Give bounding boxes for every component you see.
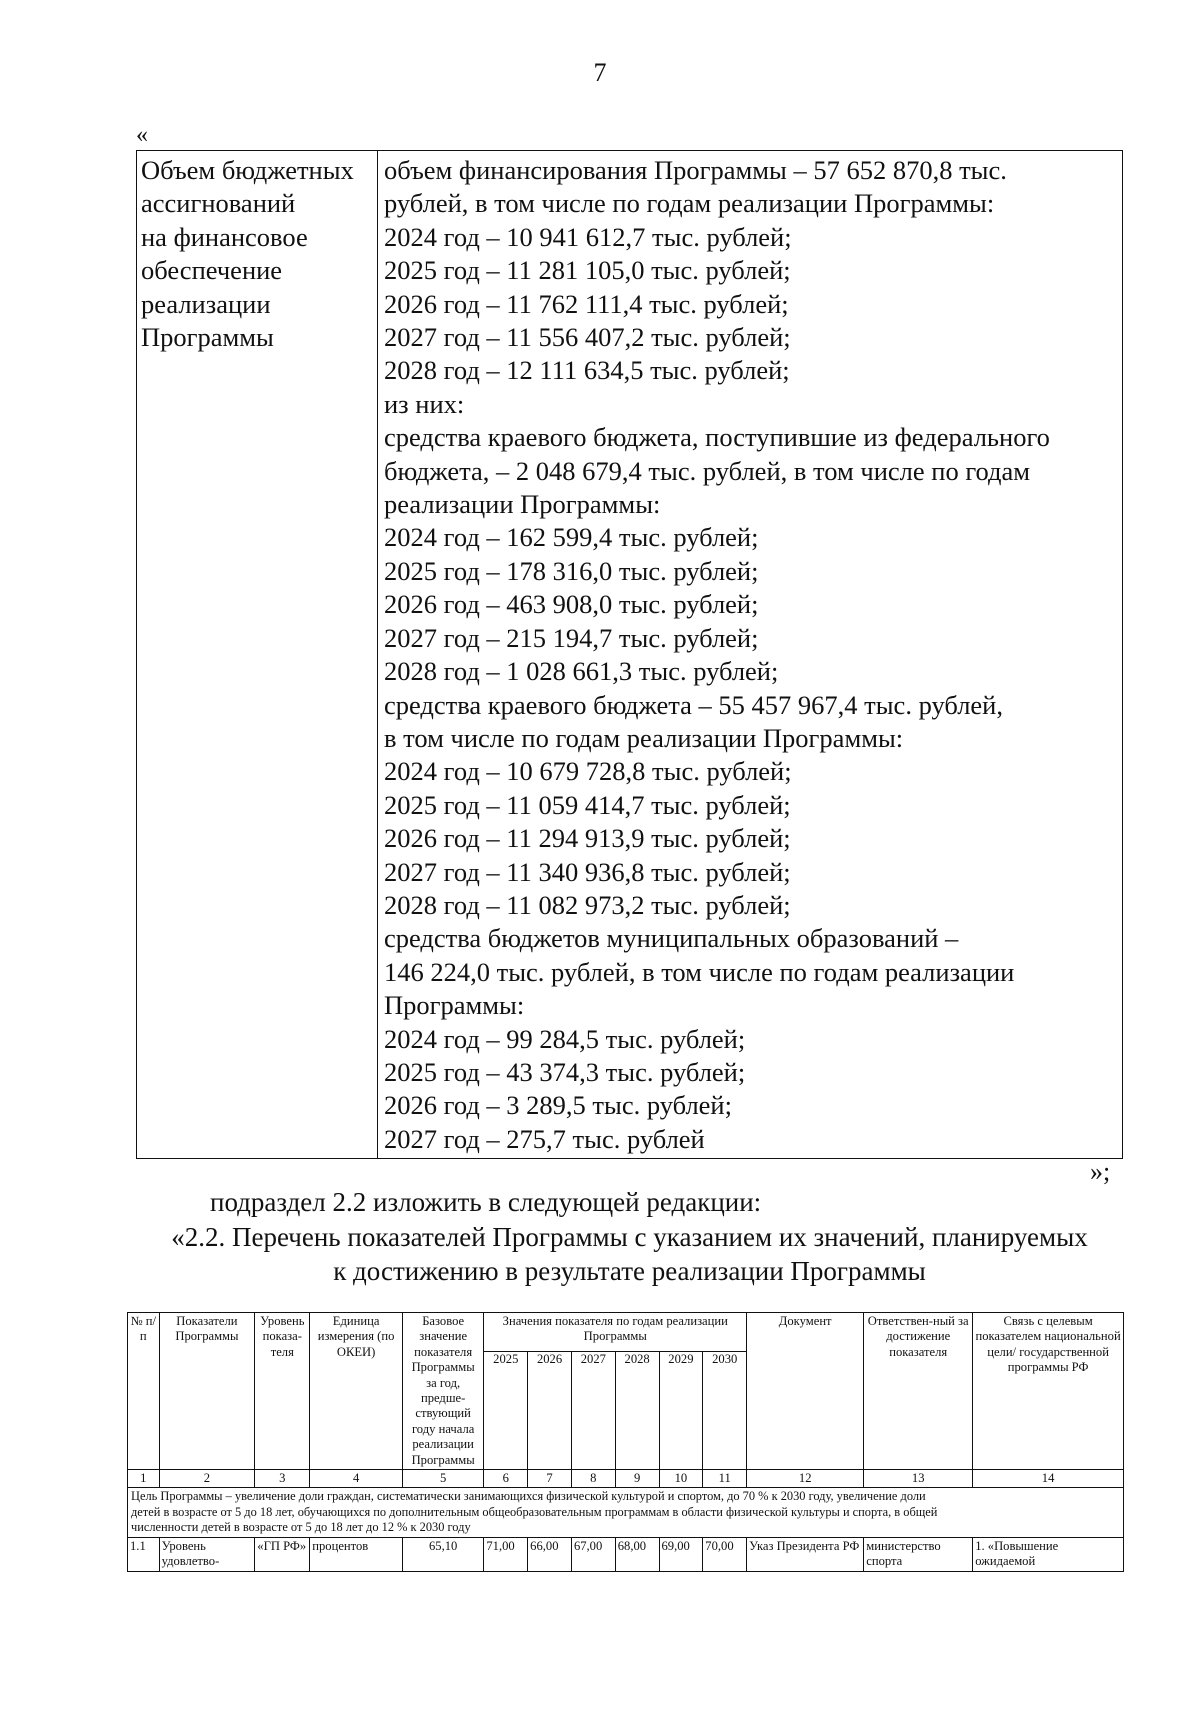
budget-value-line: реализации Программы: (384, 489, 661, 520)
program-goal-line: детей в возрасте от 5 до 18 лет, обучающихся по дополнительным общеобразовательным программам в области физической культуры и спорта, в общей (131, 1504, 938, 1519)
header-year: 2028 (615, 1352, 659, 1470)
header-year: 2030 (703, 1352, 747, 1470)
budget-value-line: 2025 год – 178 316,0 тыс. рублей; (384, 555, 759, 586)
heading-line: «2.2. Перечень показателей Программы с указанием их значений, планируемых (171, 1222, 1088, 1252)
indicators-table (127, 1312, 1124, 1572)
budget-value-line: 2027 год – 275,7 тыс. рублей (384, 1123, 705, 1154)
closing-quote: »; (1090, 1157, 1111, 1186)
budget-value-line: 2024 год – 162 599,4 тыс. рублей; (384, 522, 759, 553)
budget-allocation-table (136, 150, 1123, 1159)
header-base-value: Базовое значение показателя Программы за год, предше-ствующий году начала реализации Программы (402, 1313, 483, 1470)
budget-value-line: 2027 год – 11 556 407,2 тыс. рублей; (384, 322, 791, 353)
column-number: 8 (571, 1470, 615, 1488)
column-number: 13 (864, 1470, 973, 1488)
header-document: Документ (747, 1313, 864, 1470)
header-indicator: Показатели Программы (159, 1313, 255, 1470)
budget-value-line: 2027 год – 11 340 936,8 тыс. рублей; (384, 856, 791, 887)
budget-label-line: Программы (141, 322, 274, 353)
row-base-value: 65,10 (402, 1537, 483, 1571)
header-responsible: Ответствен-ный за достижение показателя (864, 1313, 973, 1470)
budget-value-line: рублей, в том числе по годам реализации Программы: (384, 188, 995, 219)
budget-value-line: 2026 год – 3 289,5 тыс. рублей; (384, 1090, 732, 1121)
budget-value-line: из них: (384, 388, 465, 419)
row-unit: процентов (310, 1537, 403, 1571)
budget-value-cell (378, 151, 1123, 1159)
header-link-national-goal: Связь с целевым показателем национальной цели/ государственной программы РФ (973, 1313, 1124, 1470)
budget-value-line: объем финансирования Программы – 57 652 870,8 тыс. (384, 155, 1007, 185)
program-goal-line: Цель Программы – увеличение доли граждан, систематически занимающихся физической культурой и спортом, до 70 % к 2030 году, увеличение доли (131, 1489, 926, 1504)
program-goal-row (128, 1488, 1124, 1537)
budget-value-line: средства краевого бюджета, поступившие из федерального (384, 422, 1050, 453)
column-number: 10 (659, 1470, 703, 1488)
budget-value-line: 2025 год – 11 281 105,0 тыс. рублей; (384, 255, 791, 286)
header-num: № п/п (128, 1313, 160, 1470)
row-year-value: 71,00 (484, 1537, 528, 1571)
row-year-value: 67,00 (571, 1537, 615, 1571)
row-level: «ГП РФ» (255, 1537, 310, 1571)
row-year-value: 68,00 (615, 1537, 659, 1571)
row-num: 1.1 (128, 1537, 160, 1571)
budget-value-line: 2025 год – 43 374,3 тыс. рублей; (384, 1056, 746, 1087)
budget-value-line: средства краевого бюджета – 55 457 967,4 тыс. рублей, (384, 689, 1003, 720)
row-link: 1. «Повышение ожидаемой (973, 1537, 1124, 1571)
row-indicator: Уровень удовлетво- (159, 1537, 255, 1571)
table-header-row (128, 1313, 1124, 1352)
table-row (128, 1537, 1124, 1571)
budget-value-line: в том числе по годам реализации Программы: (384, 722, 904, 753)
budget-value-line: 2028 год – 1 028 661,3 тыс. рублей; (384, 656, 779, 687)
budget-value-line: 2025 год – 11 059 414,7 тыс. рублей; (384, 789, 791, 820)
column-number: 1 (128, 1470, 160, 1488)
column-numbers-row (128, 1470, 1124, 1488)
row-year-value: 66,00 (528, 1537, 572, 1571)
header-unit: Единица измерения (по ОКЕИ) (310, 1313, 403, 1470)
header-year: 2029 (659, 1352, 703, 1470)
budget-value-line: 2028 год – 12 111 634,5 тыс. рублей; (384, 355, 790, 386)
row-responsible: министерство спорта (864, 1537, 973, 1571)
budget-value-line: 2024 год – 10 941 612,7 тыс. рублей; (384, 221, 792, 252)
program-goal-line: численности детей в возрасте от 5 до 18 лет до 12 % к 2030 году (131, 1520, 471, 1535)
budget-value-line: Программы: (384, 990, 525, 1021)
budget-label-line: на финансовое (141, 221, 308, 252)
budget-value-line: 2026 год – 11 294 913,9 тыс. рублей; (384, 823, 791, 854)
budget-value-line: 146 224,0 тыс. рублей, в том числе по годам реализации (384, 956, 1015, 987)
budget-label-line: обеспечение (141, 255, 283, 286)
subsection-instruction: подраздел 2.2 изложить в следующей редакции: (210, 1187, 762, 1217)
header-year: 2025 (484, 1352, 528, 1470)
column-number: 7 (528, 1470, 572, 1488)
budget-value-line: 2024 год – 99 284,5 тыс. рублей; (384, 1023, 746, 1054)
row-year-value: 69,00 (659, 1537, 703, 1571)
header-level: Уровень показа-теля (255, 1313, 310, 1470)
column-number: 6 (484, 1470, 528, 1488)
column-number: 9 (615, 1470, 659, 1488)
budget-value-line: 2026 год – 11 762 111,4 тыс. рублей; (384, 288, 789, 319)
column-number: 3 (255, 1470, 310, 1488)
header-values-by-year: Значения показателя по годам реализации Программы (484, 1313, 747, 1352)
opening-quote: « (136, 122, 148, 148)
budget-label-cell (137, 151, 378, 1159)
column-number: 4 (310, 1470, 403, 1488)
row-year-value: 70,00 (703, 1537, 747, 1571)
budget-label-line: Объем бюджетных (141, 155, 354, 185)
header-year: 2026 (528, 1352, 572, 1470)
column-number: 5 (402, 1470, 483, 1488)
budget-value-line: 2028 год – 11 082 973,2 тыс. рублей; (384, 889, 791, 920)
column-number: 14 (973, 1470, 1124, 1488)
column-number: 12 (747, 1470, 864, 1488)
page-number: 7 (593, 58, 607, 87)
budget-value-line: средства бюджетов муниципальных образований – (384, 923, 959, 954)
budget-value-line: 2024 год – 10 679 728,8 тыс. рублей; (384, 756, 792, 787)
header-year: 2027 (571, 1352, 615, 1470)
column-number: 11 (703, 1470, 747, 1488)
section-heading (136, 1220, 1123, 1288)
column-number: 2 (159, 1470, 255, 1488)
budget-value-line: бюджета, – 2 048 679,4 тыс. рублей, в том числе по годам (384, 455, 1031, 486)
program-goal-cell (128, 1488, 1124, 1537)
heading-line: к достижению в результате реализации Программы (333, 1256, 926, 1286)
budget-value-line: 2026 год – 463 908,0 тыс. рублей; (384, 589, 759, 620)
budget-value-line: 2027 год – 215 194,7 тыс. рублей; (384, 622, 759, 653)
budget-label-line: реализации (141, 288, 271, 319)
row-document: Указ Президента РФ (747, 1537, 864, 1571)
budget-label-line: ассигнований (141, 188, 296, 219)
